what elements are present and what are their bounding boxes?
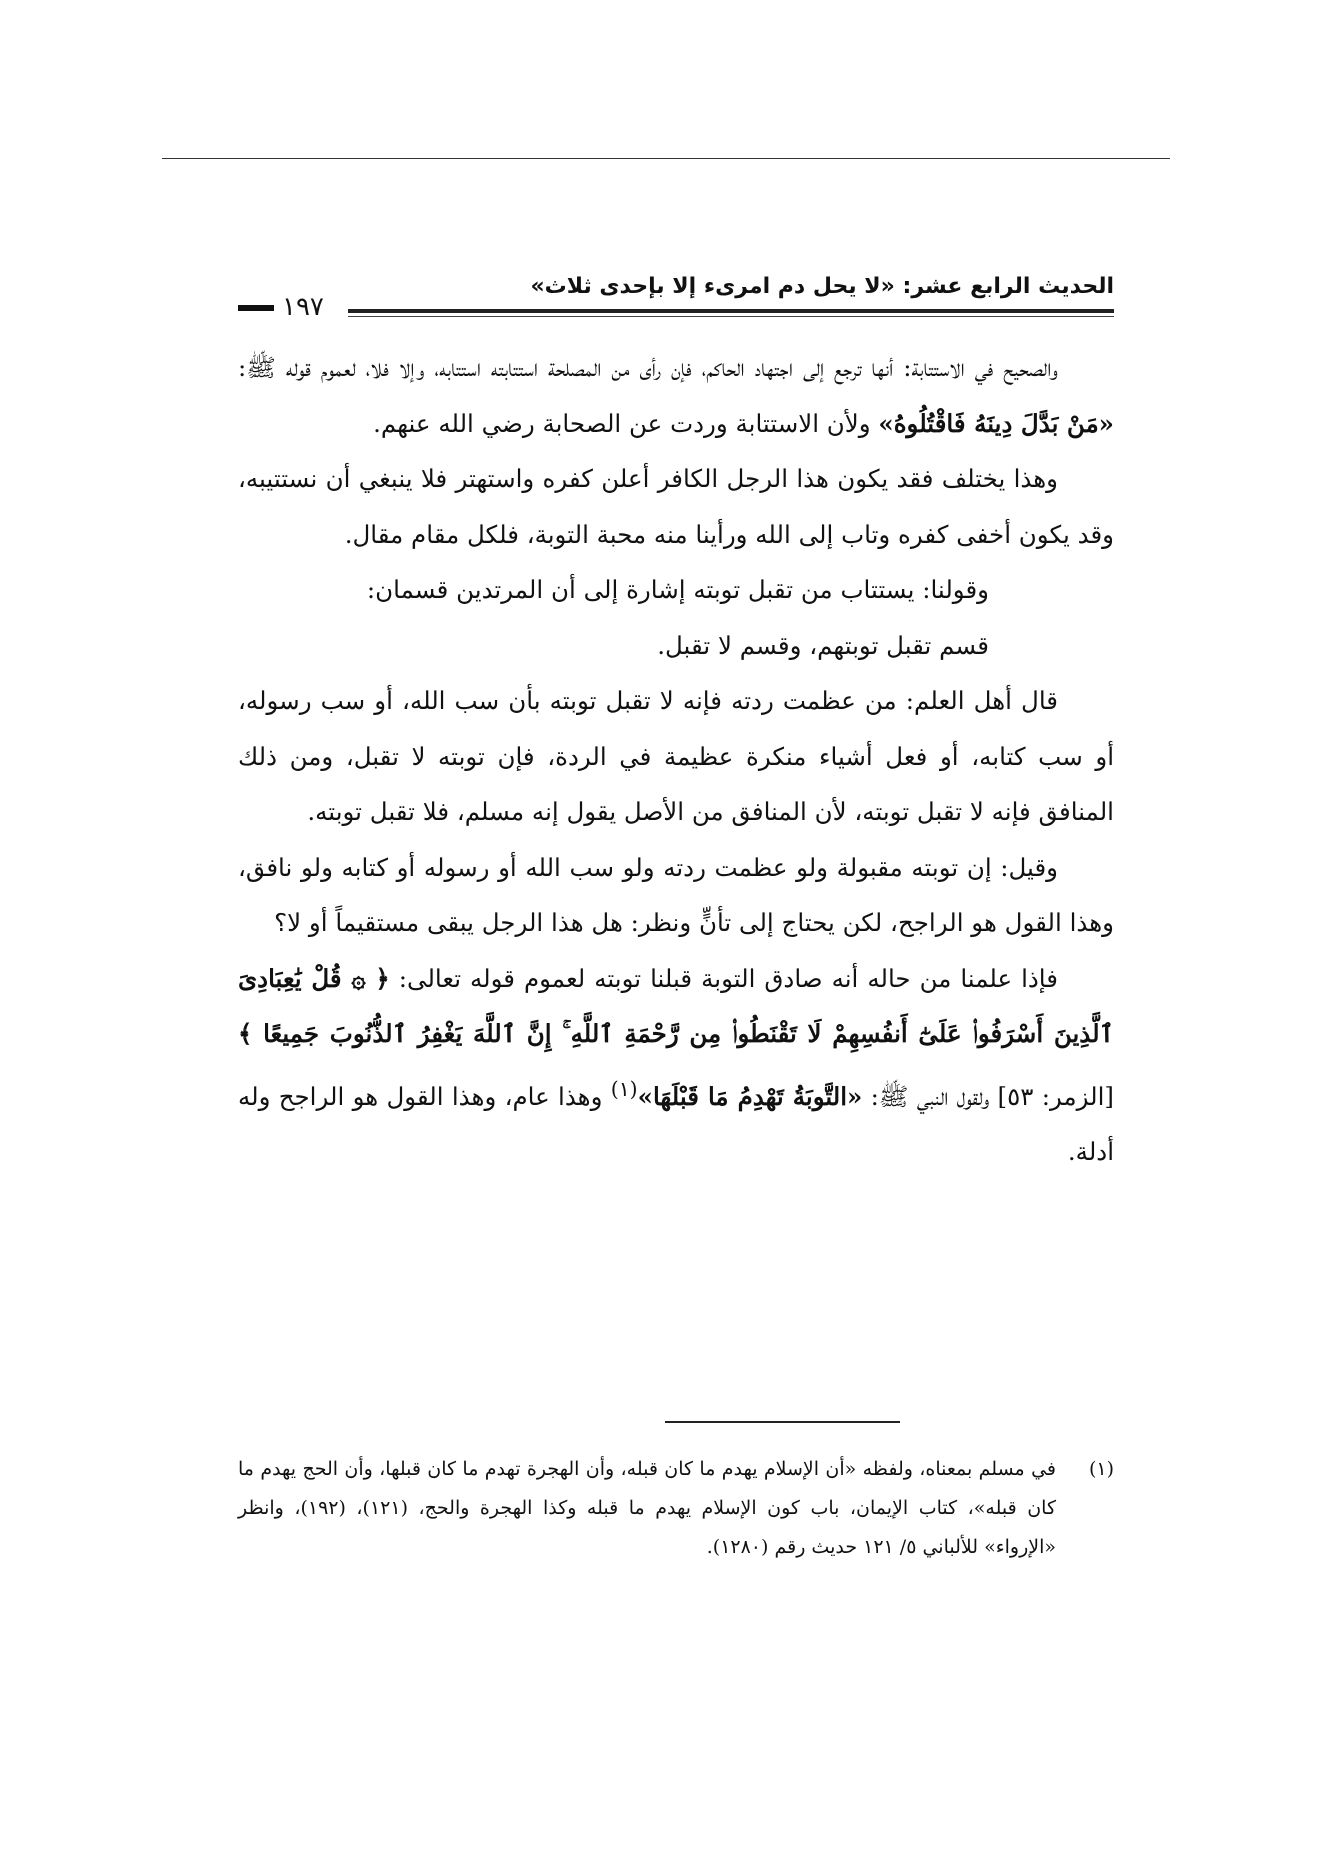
paragraph-5: قال أهل العلم: من عظمت ردته فإنه لا تقبل توبته بأن سب الله، أو سب رسوله، أو سب كتابه، أو فعل أشياء منكرة عظيمة في الردة، فإن توبته لا تقبل، ومن ذلك المنافق فإنه لا تقبل توبته، لأن المنافق من الأصل يقول إنه مسلم، فلا تقبل توبته.: [238, 686, 1115, 826]
paragraph-6: وقيل: إن توبته مقبولة ولو عظمت ردته ولو سب الله أو رسوله أو كتابه ولو نافق، وهذا القول هو الراجح، لكن يحتاج إلى تأنٍّ ونظر: هل هذا الرجل يبقى مستقيماً أو لا؟: [238, 852, 1114, 937]
main-text: [238, 340, 1114, 1180]
footnote: [238, 1450, 1114, 1567]
hadith-quote: «مَنْ بَدَّلَ دِينَهُ فَاقْتُلُوهُ»: [878, 408, 1114, 438]
paragraph-1: [238, 340, 1114, 451]
footnote-separator: [665, 1421, 900, 1423]
footnote-text: في مسلم بمعناه، ولفظه «أن الإسلام يهدم ما كان قبله، وأن الهجرة تهدم ما كان قبلها، وأن الحج يهدم ما كان قبله»، كتاب الإيمان، باب كون الإسلام يهدم ما قبله وكذا الهجرة والحج، (١٢١)، (١٩٢)، وانظر «الإرواء» للألباني ٥/ ١٢١ حديث رقم (١٢٨٠).: [238, 1458, 1057, 1558]
paragraph-7-tail: وهذا عام، وهذا القول هو الراجح وله أدلة.: [238, 1081, 1114, 1167]
header-rule-thin: [348, 316, 1114, 317]
paragraph-7: [238, 951, 1114, 1180]
paragraph-1-tail: ولأن الاستتابة وردت عن الصحابة رضي الله عنهم.: [373, 408, 879, 438]
top-rule: [162, 158, 1170, 159]
paragraph-1-text: والصحيح في الاستتابة: أنها ترجع إلى اجتهاد الحاكم، فإن رأى من المصلحة استتابته استتابه، وإلا فلا، لعموم قوله ﷺ:: [238, 353, 1058, 382]
header-mark: [238, 305, 274, 311]
paragraph-2: وهذا يختلف فقد يكون هذا الرجل الكافر أعلن كفره واستهتر فلا ينبغي أن نستتيبه، وقد يكون أخفى كفره وتاب إلى الله ورأينا منه محبة التوبة، فلكل مقام مقال.: [238, 464, 1114, 549]
paragraph-3: وقولنا: يستتاب من تقبل توبته إشارة إلى أن المرتدين قسمان:: [366, 575, 989, 604]
chapter-title: الحديث الرابع عشر: «لا يحل دم امرىء إلا بإحدى ثلاث»: [530, 274, 1114, 299]
hadith-quote-2: «التَّوبَةُ تَهْدِمُ مَا قَبْلَهَا»: [637, 1081, 863, 1111]
paragraph-4: قسم تقبل توبتهم، وقسم لا تقبل.: [657, 630, 989, 660]
footnote-reference[interactable]: (١): [610, 1076, 638, 1101]
footnote-mark: (١): [1088, 1458, 1114, 1480]
quran-verse: ﴿ ۞ قُلْ يَٰعِبَادِىَ ٱلَّذِينَ أَسْرَفُوا۟ عَلَىٰٓ أَنفُسِهِمْ لَا تَقْنَطُوا۟ مِن رَّحْمَةِ ٱللَّهِ ۚ إِنَّ ٱللَّهَ يَغْفِرُ ٱلذُّنُوبَ جَمِيعًا ﴾: [238, 963, 1114, 1048]
verse-reference: [الزمر: ٥٣] ولقول النبي ﷺ:: [862, 1081, 1114, 1111]
running-header: [238, 272, 1114, 322]
paragraph-7-text: فإذا علمنا من حاله أنه صادق التوبة قبلنا توبته لعموم قوله تعالى:: [389, 963, 1058, 993]
page-number: ١٩٧: [282, 292, 324, 322]
header-rule-thick: [348, 309, 1114, 313]
